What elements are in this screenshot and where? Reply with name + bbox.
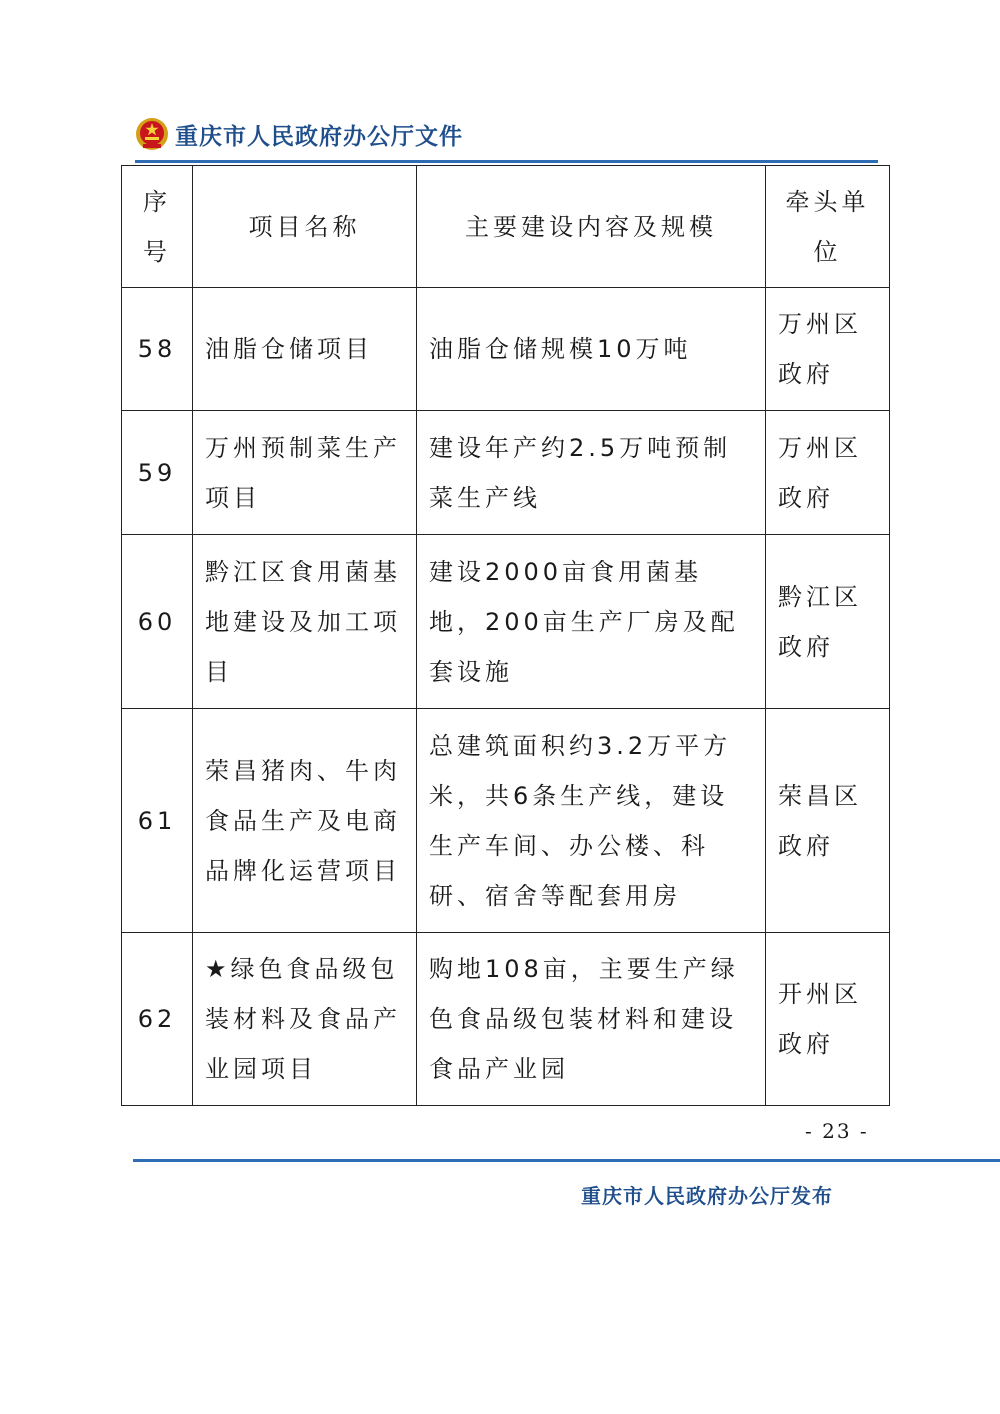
row-project-name: 万州预制菜生产项目 xyxy=(193,411,417,535)
row-content: 购地108亩，主要生产绿色食品级包装材料和建设食品产业园 xyxy=(417,933,766,1106)
footer-publisher: 重庆市人民政府办公厅发布 xyxy=(581,1184,833,1208)
row-project-name: 荣昌猪肉、牛肉食品生产及电商品牌化运营项目 xyxy=(193,709,417,933)
row-project-name: 油脂仓储项目 xyxy=(193,288,417,411)
row-lead-unit: 万州区政府 xyxy=(766,288,890,411)
header-cell-content: 主要建设内容及规模 xyxy=(417,166,766,288)
row-number: 59 xyxy=(122,411,193,535)
row-project-name: 黔江区食用菌基地建设及加工项目 xyxy=(193,535,417,709)
row-lead-unit: 开州区政府 xyxy=(766,933,890,1106)
header-rule xyxy=(135,160,878,163)
header-cell-name: 项目名称 xyxy=(193,166,417,288)
table-row xyxy=(122,411,890,535)
header-title: 重庆市人民政府办公厅文件 xyxy=(175,123,463,150)
row-number: 60 xyxy=(122,535,193,709)
row-number: 61 xyxy=(122,709,193,933)
row-content: 建设年产约2.5万吨预制菜生产线 xyxy=(417,411,766,535)
document-header xyxy=(135,112,463,156)
row-lead-unit: 万州区政府 xyxy=(766,411,890,535)
table-header-row xyxy=(122,166,890,288)
table-row xyxy=(122,933,890,1106)
page-number: - 23 - xyxy=(805,1119,869,1143)
row-lead-unit: 黔江区政府 xyxy=(766,535,890,709)
national-emblem-icon xyxy=(135,117,169,151)
table-row xyxy=(122,288,890,411)
row-content: 总建筑面积约3.2万平方米，共6条生产线，建设生产车间、办公楼、科研、宿舍等配套用房 xyxy=(417,709,766,933)
row-number: 62 xyxy=(122,933,193,1106)
project-table xyxy=(121,165,890,1106)
row-content: 建设2000亩食用菌基地，200亩生产厂房及配套设施 xyxy=(417,535,766,709)
row-number: 58 xyxy=(122,288,193,411)
row-lead-unit: 荣昌区政府 xyxy=(766,709,890,933)
row-project-name: ★绿色食品级包装材料及食品产业园项目 xyxy=(193,933,417,1106)
header-cell-unit: 牵头单位 xyxy=(766,166,890,288)
row-content: 油脂仓储规模10万吨 xyxy=(417,288,766,411)
table-row xyxy=(122,709,890,933)
footer-rule xyxy=(133,1159,1000,1162)
header-cell-no: 序号 xyxy=(122,166,193,288)
table-row xyxy=(122,535,890,709)
